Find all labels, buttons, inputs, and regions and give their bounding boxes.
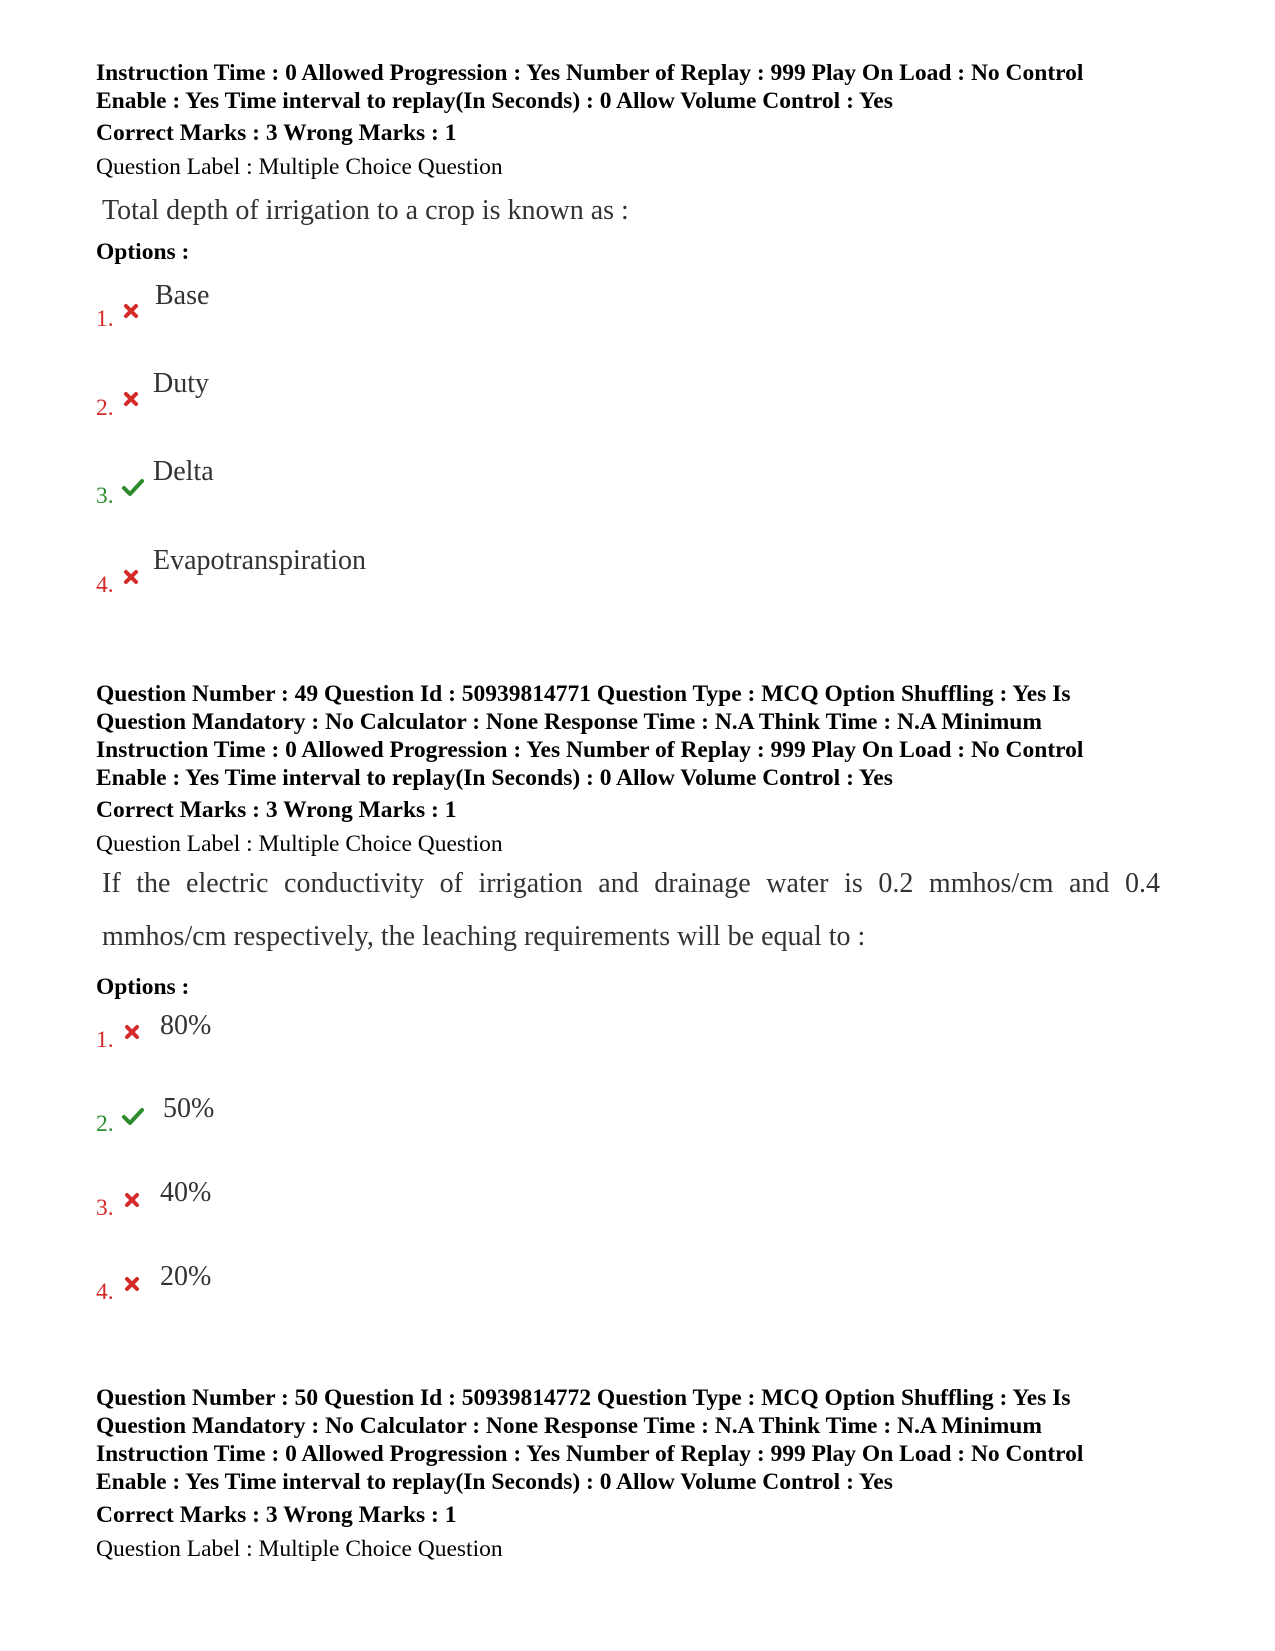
option-number: 2. bbox=[96, 395, 114, 421]
cross-icon bbox=[122, 1190, 142, 1210]
meta-line: Question Mandatory : No Calculator : None Response Time : N.A Think Time : N.A Minimum bbox=[96, 709, 1042, 735]
question-label: Question Label : Multiple Choice Question bbox=[96, 1536, 503, 1562]
option-text: 20% bbox=[160, 1261, 212, 1292]
question-50-meta bbox=[96, 1384, 1196, 1496]
meta-line: Instruction Time : 0 Allowed Progression : Yes Number of Replay : 999 Play On Load : No Control bbox=[96, 737, 1084, 763]
meta-line: Question Mandatory : No Calculator : None Response Time : N.A Think Time : N.A Minimum bbox=[96, 1413, 1042, 1439]
check-icon bbox=[121, 477, 145, 497]
question-label: Question Label : Multiple Choice Question bbox=[96, 831, 503, 857]
question-text bbox=[102, 866, 1160, 955]
option-text: Duty bbox=[153, 368, 209, 399]
cross-icon bbox=[121, 389, 141, 409]
question-49-meta bbox=[96, 680, 1196, 792]
marks-line: Correct Marks : 3 Wrong Marks : 1 bbox=[96, 120, 457, 146]
cross-icon bbox=[121, 301, 141, 321]
option-number: 3. bbox=[96, 1195, 114, 1221]
option-number: 2. bbox=[96, 1111, 114, 1137]
question-line: mmhos/cm respectively, the leaching requirements will be equal to : bbox=[102, 921, 866, 952]
option-text: Base bbox=[155, 280, 210, 311]
marks-line: Correct Marks : 3 Wrong Marks : 1 bbox=[96, 797, 457, 823]
meta-line: Instruction Time : 0 Allowed Progression : Yes Number of Replay : 999 Play On Load : No Control bbox=[96, 1441, 1084, 1467]
marks-line: Correct Marks : 3 Wrong Marks : 1 bbox=[96, 1502, 457, 1528]
option-text: 40% bbox=[160, 1177, 212, 1208]
cross-icon bbox=[121, 567, 141, 587]
option-text: 50% bbox=[163, 1093, 215, 1124]
meta-line: Instruction Time : 0 Allowed Progression : Yes Number of Replay : 999 Play On Load : No Control bbox=[96, 60, 1084, 86]
options-label: Options : bbox=[96, 974, 190, 1000]
meta-line: Enable : Yes Time interval to replay(In Seconds) : 0 Allow Volume Control : Yes bbox=[96, 765, 893, 791]
meta-line: Question Number : 49 Question Id : 50939814771 Question Type : MCQ Option Shuffling : Yes Is bbox=[96, 681, 1071, 707]
check-icon bbox=[121, 1106, 145, 1126]
cross-icon bbox=[122, 1274, 142, 1294]
option-text: Delta bbox=[153, 456, 214, 487]
option-text: Evapotranspiration bbox=[153, 545, 367, 576]
cross-icon bbox=[122, 1022, 142, 1042]
question-line: If the electric conductivity of irrigation and drainage water is 0.2 mmhos/cm and 0.4 bbox=[102, 868, 1160, 899]
option-number: 1. bbox=[96, 1027, 114, 1053]
option-number: 3. bbox=[96, 483, 114, 509]
meta-line: Question Number : 50 Question Id : 50939814772 Question Type : MCQ Option Shuffling : Yes Is bbox=[96, 1385, 1071, 1411]
question-text: Total depth of irrigation to a crop is known as : bbox=[102, 195, 629, 226]
option-number: 4. bbox=[96, 572, 114, 598]
question-48-meta bbox=[96, 59, 1196, 115]
option-number: 4. bbox=[96, 1279, 114, 1305]
option-text: 80% bbox=[160, 1010, 212, 1041]
meta-line: Enable : Yes Time interval to replay(In Seconds) : 0 Allow Volume Control : Yes bbox=[96, 1469, 893, 1495]
options-label: Options : bbox=[96, 239, 190, 265]
question-label: Question Label : Multiple Choice Question bbox=[96, 154, 503, 180]
meta-line: Enable : Yes Time interval to replay(In Seconds) : 0 Allow Volume Control : Yes bbox=[96, 88, 893, 114]
option-number: 1. bbox=[96, 306, 114, 332]
